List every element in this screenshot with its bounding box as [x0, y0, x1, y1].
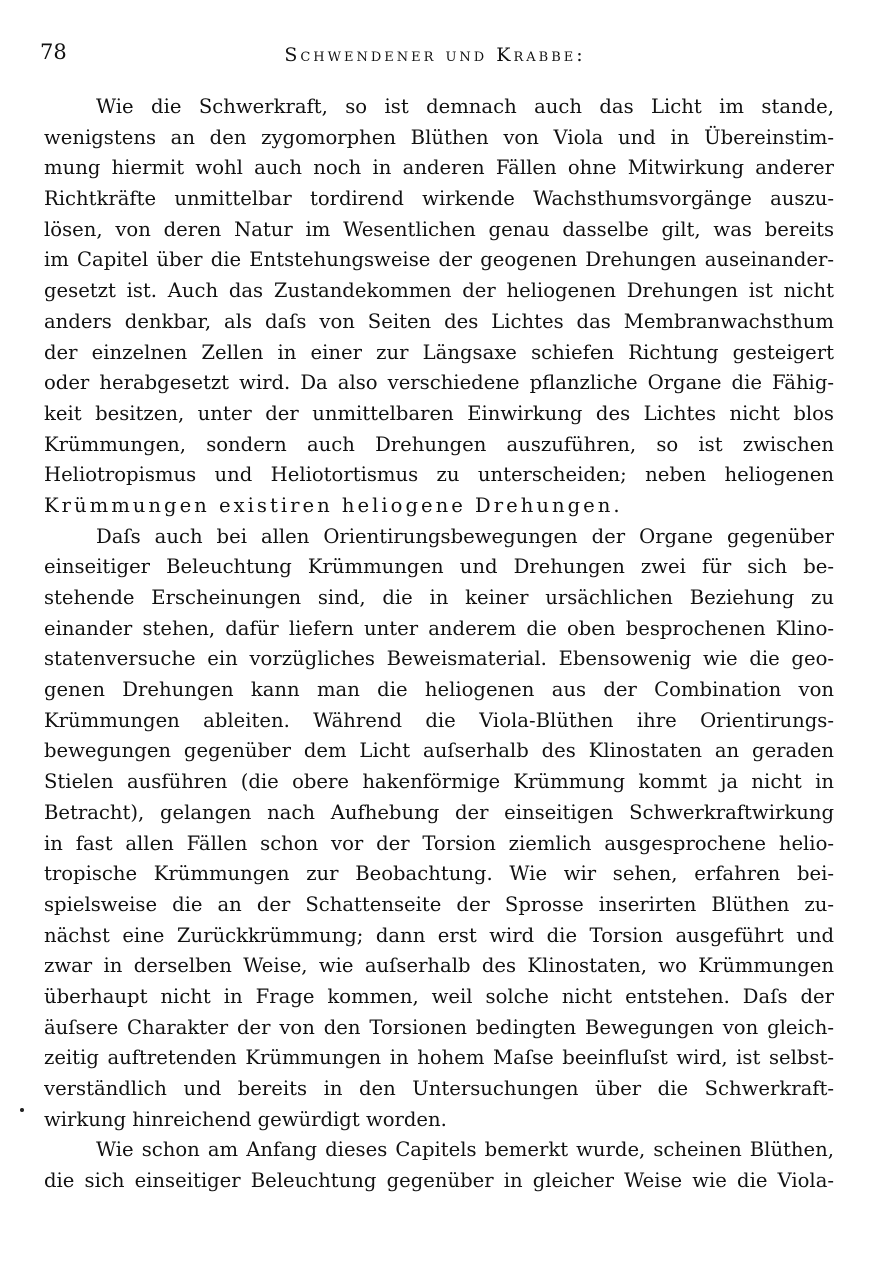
emphasized-line: Krümmungen existiren heliogene Drehungen. [44, 493, 623, 517]
text-line: verständlich und bereits in den Untersuchungen über die Schwerkraft- [44, 1077, 834, 1100]
text-line: tropische Krümmungen zur Beobachtung. Wie wir sehen, erfahren bei- [44, 862, 834, 886]
text-line: zwar in derselben Weise, wie auſserhalb des Klinostaten, wo Krümmungen [44, 954, 834, 978]
text-line: stehende Erscheinungen sind, die in keiner ursächlichen Beziehung zu [44, 586, 834, 609]
text-line: Wie schon am Anfang dieses Capitels bemerkt wurde, scheinen Blüthen, [96, 1138, 834, 1162]
text-line: überhaupt nicht in Frage kommen, weil solche nicht entstehen. Daſs der [44, 984, 834, 1008]
text-line: der einzelnen Zellen in einer zur Längsaxe schiefen Richtung gesteigert [44, 340, 834, 364]
running-head: Schwendener und Krabbe: [284, 44, 586, 66]
ink-speck [20, 1108, 24, 1112]
text-line: zeitig auftretenden Krümmungen in hohem Maſse beeinfluſst wird, ist selbst- [44, 1046, 834, 1070]
text-line: wirkung hinreichend gewürdigt worden. [44, 1107, 447, 1131]
text-line: nächst eine Zurückkrümmung; dann erst wird die Torsion ausgeführt und [44, 923, 834, 947]
text-line: spielsweise die an der Schattenseite der Sprosse inserirten Blüthen zu- [44, 892, 834, 916]
body-text [44, 92, 834, 1197]
text-line: mung hiermit wohl auch noch in anderen Fällen ohne Mitwirkung anderer [44, 156, 834, 180]
text-line: wenigstens an den zygomorphen Blüthen von Viola und in Übereinstim- [44, 125, 834, 149]
text-line: im Capitel über die Entstehungsweise der geogenen Drehungen auseinander- [44, 248, 834, 272]
text-line: Betracht), gelangen nach Aufhebung der einseitigen Schwerkraftwirkung [44, 800, 834, 824]
text-line: Krümmungen, sondern auch Drehungen auszuführen, so ist zwischen [44, 432, 834, 456]
text-line: die sich einseitiger Beleuchtung gegenüber in gleicher Weise wie die Viola- [44, 1169, 834, 1193]
text-line: in fast allen Fällen schon vor der Torsion ziemlich ausgesprochene helio- [44, 831, 834, 855]
text-line: lösen, von deren Natur im Wesentlichen genau dasselbe gilt, was bereits [44, 217, 834, 241]
text-line: einander stehen, dafür liefern unter anderem die oben besprochenen Klino- [44, 616, 834, 640]
text-line: anders denkbar, als daſs von Seiten des Lichtes das Membranwachsthum [44, 309, 834, 333]
text-line: Richtkräfte unmittelbar tordirend wirkende Wachsthumsvorgänge auszu- [44, 187, 834, 211]
text-line: Stielen ausführen (die obere hakenförmige Krümmung kommt ja nicht in [44, 770, 834, 794]
text-line: Daſs auch bei allen Orientirungsbewegungen der Organe gegenüber [96, 524, 834, 548]
text-line: einseitiger Beleuchtung Krümmungen und Drehungen zwei für sich be- [44, 555, 834, 579]
text-line: Heliotropismus und Heliotortismus zu unterscheiden; neben heliogenen [44, 463, 834, 487]
text-line: oder herabgesetzt wird. Da also verschiedene pflanzliche Organe die Fähig- [44, 371, 834, 395]
text-line: statenversuche ein vorzügliches Beweismaterial. Ebensowenig wie die geo- [44, 647, 834, 671]
text-line: bewegungen gegenüber dem Licht auſserhalb des Klinostaten an geraden [44, 739, 834, 763]
text-line: äuſsere Charakter der von den Torsionen bedingten Bewegungen von gleich- [44, 1015, 834, 1039]
text-line: genen Drehungen kann man die heliogenen aus der Combination von [44, 678, 834, 702]
page-number: 78 [40, 40, 67, 64]
text-line: Krümmungen ableiten. Während die Viola-Blüthen ihre Orientirungs- [44, 708, 834, 732]
text-line: keit besitzen, unter der unmittelbaren Einwirkung des Lichtes nicht blos [44, 401, 834, 425]
text-line: Wie die Schwerkraft, so ist demnach auch das Licht im stande, [96, 95, 834, 118]
text-line: gesetzt ist. Auch das Zustandekommen der heliogenen Drehungen ist nicht [44, 279, 834, 303]
